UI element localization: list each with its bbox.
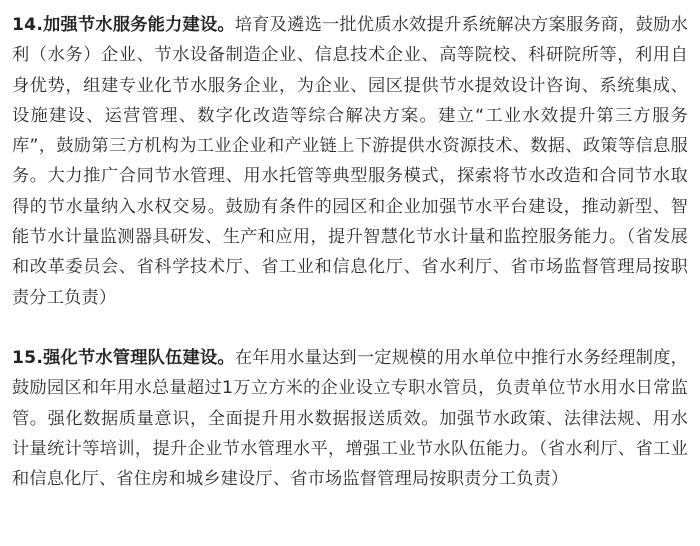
section-15-heading: 15.强化节水管理队伍建设。 [12, 347, 235, 368]
section-14-body: 培育及遴选一批优质水效提升系统解决方案服务商，鼓励水利（水务）企业、节水设备制造企业、信息技术企业、高等院校、科研院所等，利用自身优势，组建专业化节水服务企业，为企业、园区提供节水提效设计咨询、系统集成、设施建设、运营管理、数字化改造等综合解决方案。建立“工业水效提升第三方服务库”，鼓励第三方机构为工业企业和产业链上下游提供水资源技术、数据、政策等信息服务。大力推广合同节水管理、用水托管等典型服务模式，探索将节水改造和合同节水取得的节水量纳入水权交易。鼓励有条件的园区和企业加强节水平台建设，推动新型、智能节水计量监测器具研发、生产和应用，提升智慧化节水计量和监控服务能力。（省发展和改革委员会、省科学技术厅、省工业和信息化厅、省水利厅、省市场监督管理局按职责分工负责） [12, 15, 689, 308]
section-15-paragraph [12, 343, 688, 494]
section-14-paragraph [12, 10, 688, 313]
section-15-body: 在年用水量达到一定规模的用水单位中推行水务经理制度，鼓励园区和年用水总量超过1万立方米的企业设立专职水管员，负责单位节水用水日常监管。强化数据质量意识，全面提升用水数据报送质效。加强节水政策、法律法规、用水计量统计等培训，提升企业节水管理水平，增强工业节水队伍能力。（省水利厅、省工业和信息化厅、省住房和城乡建设厅、省市场监督管理局按职责分工负责） [12, 347, 689, 490]
section-14-heading: 14.加强节水服务能力建设。 [12, 15, 235, 35]
